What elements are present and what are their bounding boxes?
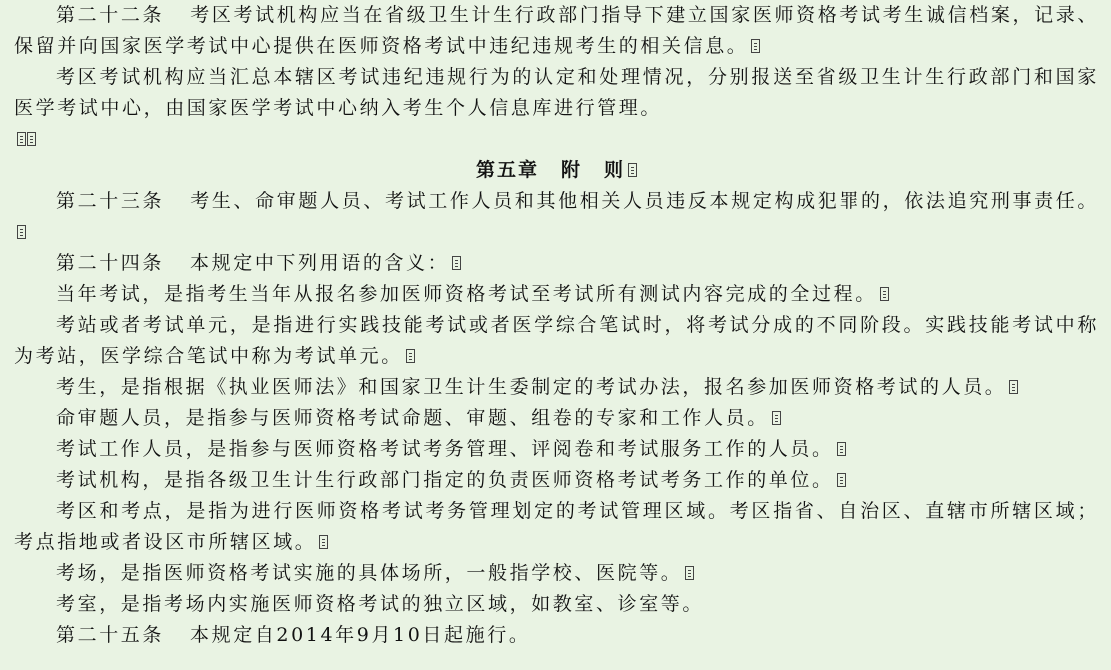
article-22-text-2: 考区考试机构应当汇总本辖区考试违纪违规行为的认定和处理情况，分别报送至省级卫生计生行政部门和国家医学考试中心，由国家医学考试中心纳入考生个人信息库进行管理。 — [14, 66, 1099, 119]
article-23-text: 考生、命审题人员、考试工作人员和其他相关人员违反本规定构成犯罪的，依法追究刑事责任。 — [190, 190, 1099, 212]
article-22-text: 考区考试机构应当在省级卫生计生行政部门指导下建立国家医师资格考试考生诚信档案，记录、保留并向国家医学考试中心提供在医师资格考试中违纪违规考生的相关信息。 — [14, 4, 1099, 57]
definition-paragraph — [14, 589, 1099, 620]
definition-text: 考区和考点，是指为进行医师资格考试考务管理划定的考试管理区域。考区指省、自治区、直辖市所辖区域；考点指地或者设区市所辖区域。 — [14, 500, 1099, 553]
paragraph-mark-icon — [880, 287, 889, 301]
definition-text: 当年考试，是指考生当年从报名参加医师资格考试至考试所有测试内容完成的全过程。 — [56, 283, 877, 305]
definition-paragraph — [14, 403, 1099, 434]
chapter-5-title-left: 第五章 — [475, 159, 539, 181]
paragraph-mark-icon — [27, 132, 36, 146]
article-25-label: 第二十五条 — [56, 624, 165, 646]
paragraph-mark-icon — [751, 39, 760, 53]
paragraph-mark-icon — [406, 349, 415, 363]
article-22-paragraph-2 — [14, 62, 1099, 124]
paragraph-mark-icon — [452, 256, 461, 270]
definition-paragraph — [14, 279, 1099, 310]
definition-text: 考室，是指考场内实施医师资格考试的独立区域，如教室、诊室等。 — [56, 593, 705, 615]
paragraph-mark-icon — [17, 225, 26, 239]
chapter-5-title-right: 则 — [604, 159, 626, 181]
blank-marks-line — [14, 124, 1099, 155]
article-24-label: 第二十四条 — [56, 252, 165, 274]
article-22-paragraph — [14, 0, 1099, 62]
article-25-paragraph — [14, 620, 1099, 651]
definition-text: 考试工作人员，是指参与医师资格考试考务管理、评阅卷和考试服务工作的人员。 — [56, 438, 834, 460]
paragraph-mark-icon — [685, 566, 694, 580]
paragraph-mark-icon — [837, 442, 846, 456]
article-24-text: 本规定中下列用语的含义： — [190, 252, 450, 274]
definition-paragraph — [14, 465, 1099, 496]
paragraph-mark-icon — [628, 163, 637, 177]
definition-text: 考生，是指根据《执业医师法》和国家卫生计生委制定的考试办法，报名参加医师资格考试的人员。 — [56, 376, 1007, 398]
paragraph-mark-icon — [17, 132, 26, 146]
article-22-label: 第二十二条 — [56, 4, 165, 26]
definition-text: 考站或者考试单元，是指进行实践技能考试或者医学综合笔试时，将考试分成的不同阶段。实践技能考试中称为考站，医学综合笔试中称为考试单元。 — [14, 314, 1099, 367]
definition-paragraph — [14, 434, 1099, 465]
article-24-paragraph — [14, 248, 1099, 279]
article-23-label: 第二十三条 — [56, 190, 165, 212]
definition-paragraph — [14, 372, 1099, 403]
paragraph-mark-icon — [1009, 380, 1018, 394]
paragraph-mark-icon — [837, 473, 846, 487]
definition-text: 命审题人员，是指参与医师资格考试命题、审题、组卷的专家和工作人员。 — [56, 407, 769, 429]
definition-paragraph — [14, 310, 1099, 372]
paragraph-mark-icon — [319, 535, 328, 549]
definition-paragraph — [14, 558, 1099, 589]
article-25-text: 本规定自2014年9月10日起施行。 — [190, 624, 531, 646]
definition-paragraph — [14, 496, 1099, 558]
definition-text: 考场，是指医师资格考试实施的具体场所，一般指学校、医院等。 — [56, 562, 683, 584]
chapter-5-title-mid: 附 — [560, 159, 582, 181]
definition-text: 考试机构，是指各级卫生计生行政部门指定的负责医师资格考试考务工作的单位。 — [56, 469, 834, 491]
chapter-5-heading — [14, 155, 1099, 186]
article-23-paragraph — [14, 186, 1099, 248]
paragraph-mark-icon — [772, 411, 781, 425]
